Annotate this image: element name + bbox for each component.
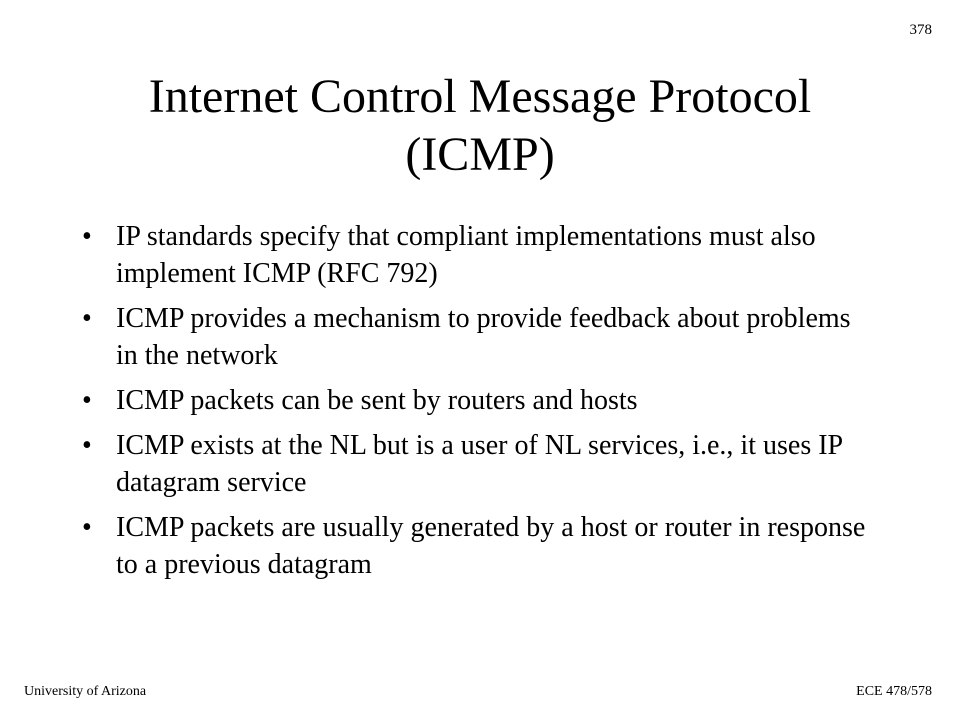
bullet-marker: •: [82, 512, 92, 543]
bullet-item: [82, 300, 872, 374]
title-line-1: Internet Control Message Protocol: [148, 70, 812, 123]
bullet-text: ICMP provides a mechanism to provide feedback about problems in the network: [116, 303, 851, 371]
bullet-text: ICMP exists at the NL but is a user of NL services, i.e., it uses IP datagram service: [116, 430, 843, 498]
bullet-marker: •: [82, 385, 92, 416]
bullet-marker: •: [82, 430, 92, 461]
bullet-item: [82, 427, 872, 501]
bullet-text: ICMP packets are usually generated by a host or router in response to a previous datagram: [116, 512, 866, 580]
bullet-item: [82, 509, 872, 583]
page-number: 378: [909, 22, 932, 38]
title-line-2: (ICMP): [405, 128, 555, 181]
bullet-item: [82, 218, 872, 292]
bullet-marker: •: [82, 303, 92, 334]
footer-institution: University of Arizona: [24, 684, 147, 699]
bullet-marker: •: [82, 221, 92, 252]
bullet-list: [82, 218, 872, 591]
footer-course: ECE 478/578: [856, 684, 932, 699]
bullet-text: ICMP packets can be sent by routers and hosts: [116, 385, 638, 416]
bullet-text: IP standards specify that compliant implementations must also implement ICMP (RFC 792): [116, 221, 816, 289]
slide-title: [40, 68, 920, 184]
bullet-item: [82, 382, 872, 419]
